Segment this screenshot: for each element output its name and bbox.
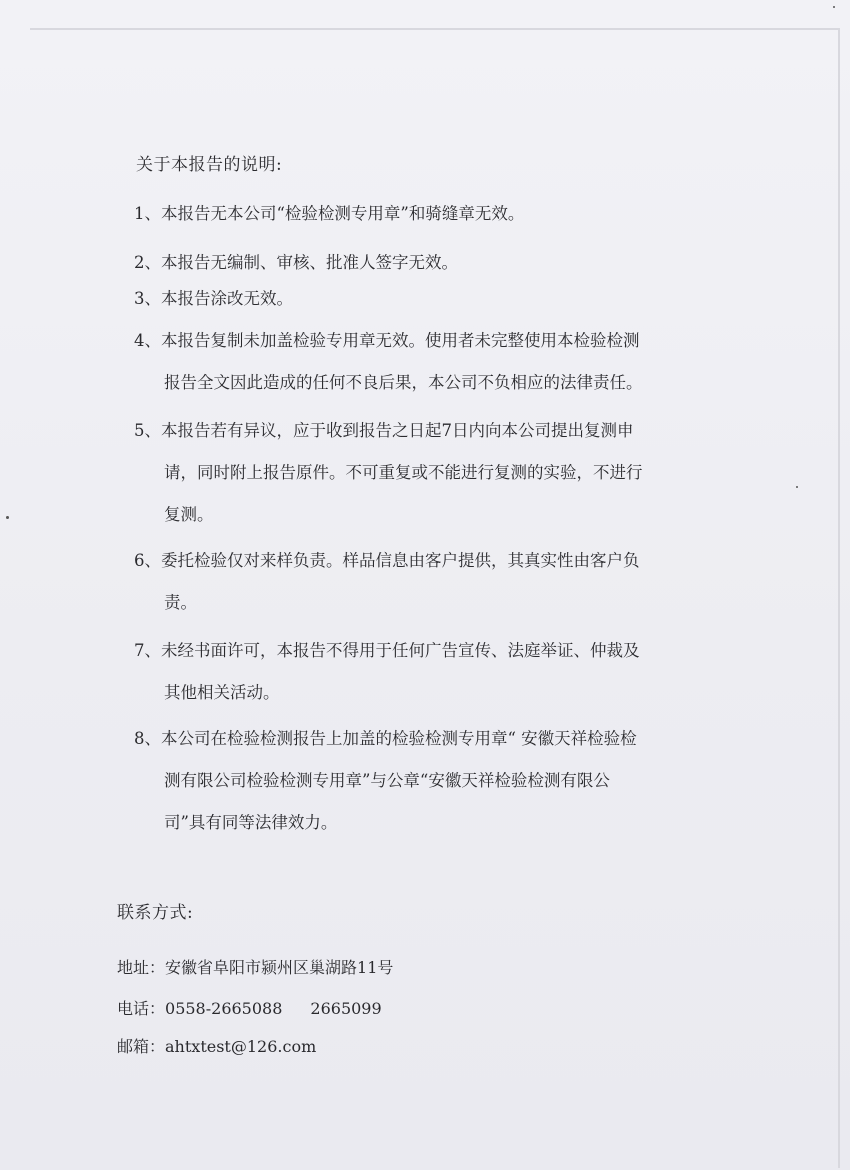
note-line: 测有限公司检验检测专用章”与公章“安徽天祥检验检测有限公: [164, 771, 610, 790]
note-line: 复测。: [164, 505, 214, 524]
address-value: 安徽省阜阳市颍州区巢湖路11号: [165, 958, 394, 977]
note-item-5: [134, 410, 734, 536]
note-line: 8、本公司在检验检测报告上加盖的检验检测专用章“ 安徽天祥检验检: [134, 729, 637, 748]
note-line: 其他相关活动。: [164, 683, 280, 702]
email-label: 邮箱：: [117, 1037, 166, 1056]
note-line: 3、本报告涂改无效。: [134, 289, 293, 308]
email-value: ahtxtest@126.com: [165, 1037, 317, 1056]
note-item-4: [134, 320, 734, 404]
scan-edge-top: [30, 28, 840, 30]
contact-phone: [117, 988, 382, 1030]
note-item-1: [134, 193, 734, 235]
note-line: 请，同时附上报告原件。不可重复或不能进行复测的实验，不进行: [164, 463, 643, 482]
contact-address: [117, 947, 393, 989]
note-line: 1、本报告无本公司“检验检测专用章”和骑缝章无效。: [134, 204, 525, 223]
scan-speck: [833, 6, 835, 8]
phone-value-2: 2665099: [310, 999, 382, 1018]
note-item-3: [134, 278, 734, 320]
notes-heading: 关于本报告的说明:: [136, 155, 283, 175]
note-item-6: [134, 540, 734, 624]
scan-edge-right: [838, 28, 840, 1168]
note-item-8: [134, 718, 734, 844]
note-line: 司”具有同等法律效力。: [164, 813, 338, 832]
scan-speck: [796, 486, 798, 488]
note-item-7: [134, 630, 734, 714]
contact-email: [117, 1026, 316, 1068]
note-line: 责。: [164, 593, 197, 612]
address-label: 地址：: [117, 958, 166, 977]
scan-speck: [6, 516, 9, 519]
note-line: 7、未经书面许可，本报告不得用于任何广告宣传、法庭举证、仲裁及: [134, 641, 640, 660]
contact-heading: 联系方式:: [117, 903, 194, 923]
note-line: 2、本报告无编制、审核、批准人签字无效。: [134, 253, 458, 272]
note-line: 6、委托检验仅对来样负责。样品信息由客户提供，其真实性由客户负: [134, 551, 640, 570]
phone-value-1: 0558-2665088: [165, 999, 283, 1018]
note-line: 报告全文因此造成的任何不良后果，本公司不负相应的法律责任。: [164, 373, 643, 392]
phone-label: 电话：: [117, 999, 166, 1018]
note-line: 5、本报告若有异议，应于收到报告之日起7日内向本公司提出复测申: [134, 421, 634, 440]
note-line: 4、本报告复制未加盖检验专用章无效。使用者未完整使用本检验检测: [134, 331, 640, 350]
